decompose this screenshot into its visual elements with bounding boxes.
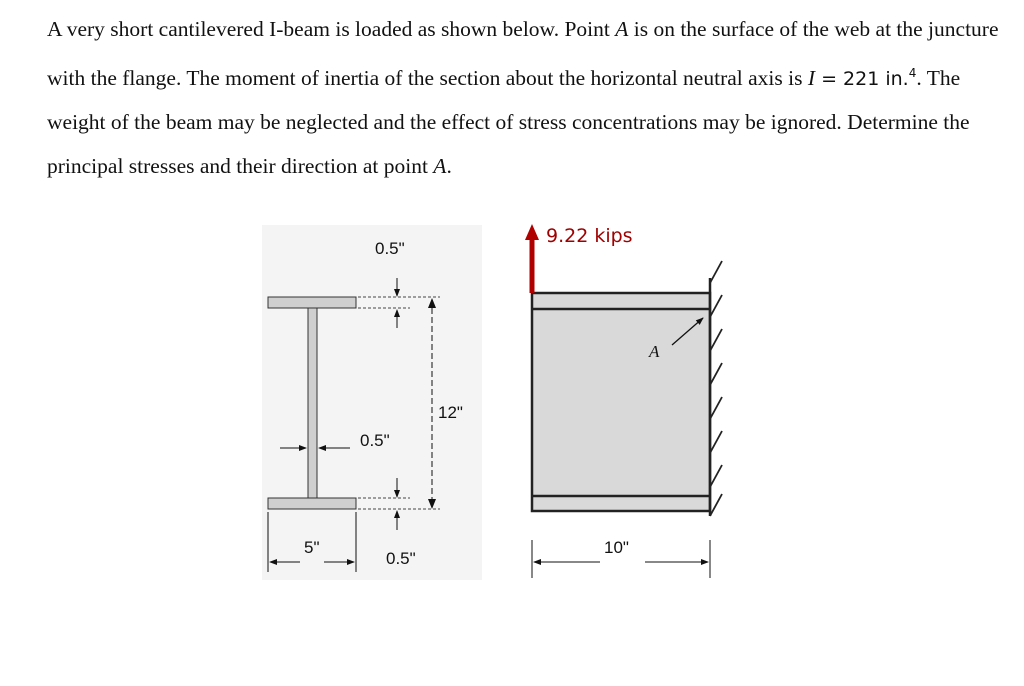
problem-text-3: . The weight of the beam may be neglected and the effect of stress concentrations may be ignored. Determine the principal stresses and their direction at point [47, 65, 970, 178]
dim-label-web: 0.5" [360, 431, 390, 450]
dim-beam-length [532, 538, 710, 578]
dim-label-length: 10" [604, 538, 629, 557]
wall-hatching-icon [710, 261, 722, 516]
load-label: 9.22 kips [546, 225, 633, 247]
dim-label-top-flange: 0.5" [375, 239, 405, 258]
inertia-exponent: 4 [908, 65, 917, 80]
fixed-support [710, 261, 722, 516]
inertia-symbol: I [807, 65, 816, 90]
web [308, 308, 317, 498]
inertia-value: = 221 in. [815, 67, 909, 90]
bottom-flange [268, 498, 356, 509]
point-a-ref-1: A [615, 17, 629, 41]
dim-label-depth: 12" [438, 403, 463, 422]
point-a-label: A [649, 342, 660, 361]
beam-body [532, 293, 710, 511]
problem-text-1: A very short cantilevered I-beam is loaded as shown below. Point [47, 17, 616, 41]
dim-label-flange-width: 5" [304, 538, 320, 557]
arrow-up-icon [525, 224, 539, 240]
top-flange [268, 297, 356, 308]
beam-side-view [532, 293, 710, 511]
point-a-ref-2: A [433, 153, 447, 178]
problem-text-2: is on the surface of the web at the juncture with the flange. The moment of inertia of the section about the horizontal neutral axis is [47, 17, 999, 90]
point-load [525, 224, 633, 293]
problem-text-4: . [446, 153, 452, 178]
dim-label-bottom-flange: 0.5" [386, 549, 416, 568]
